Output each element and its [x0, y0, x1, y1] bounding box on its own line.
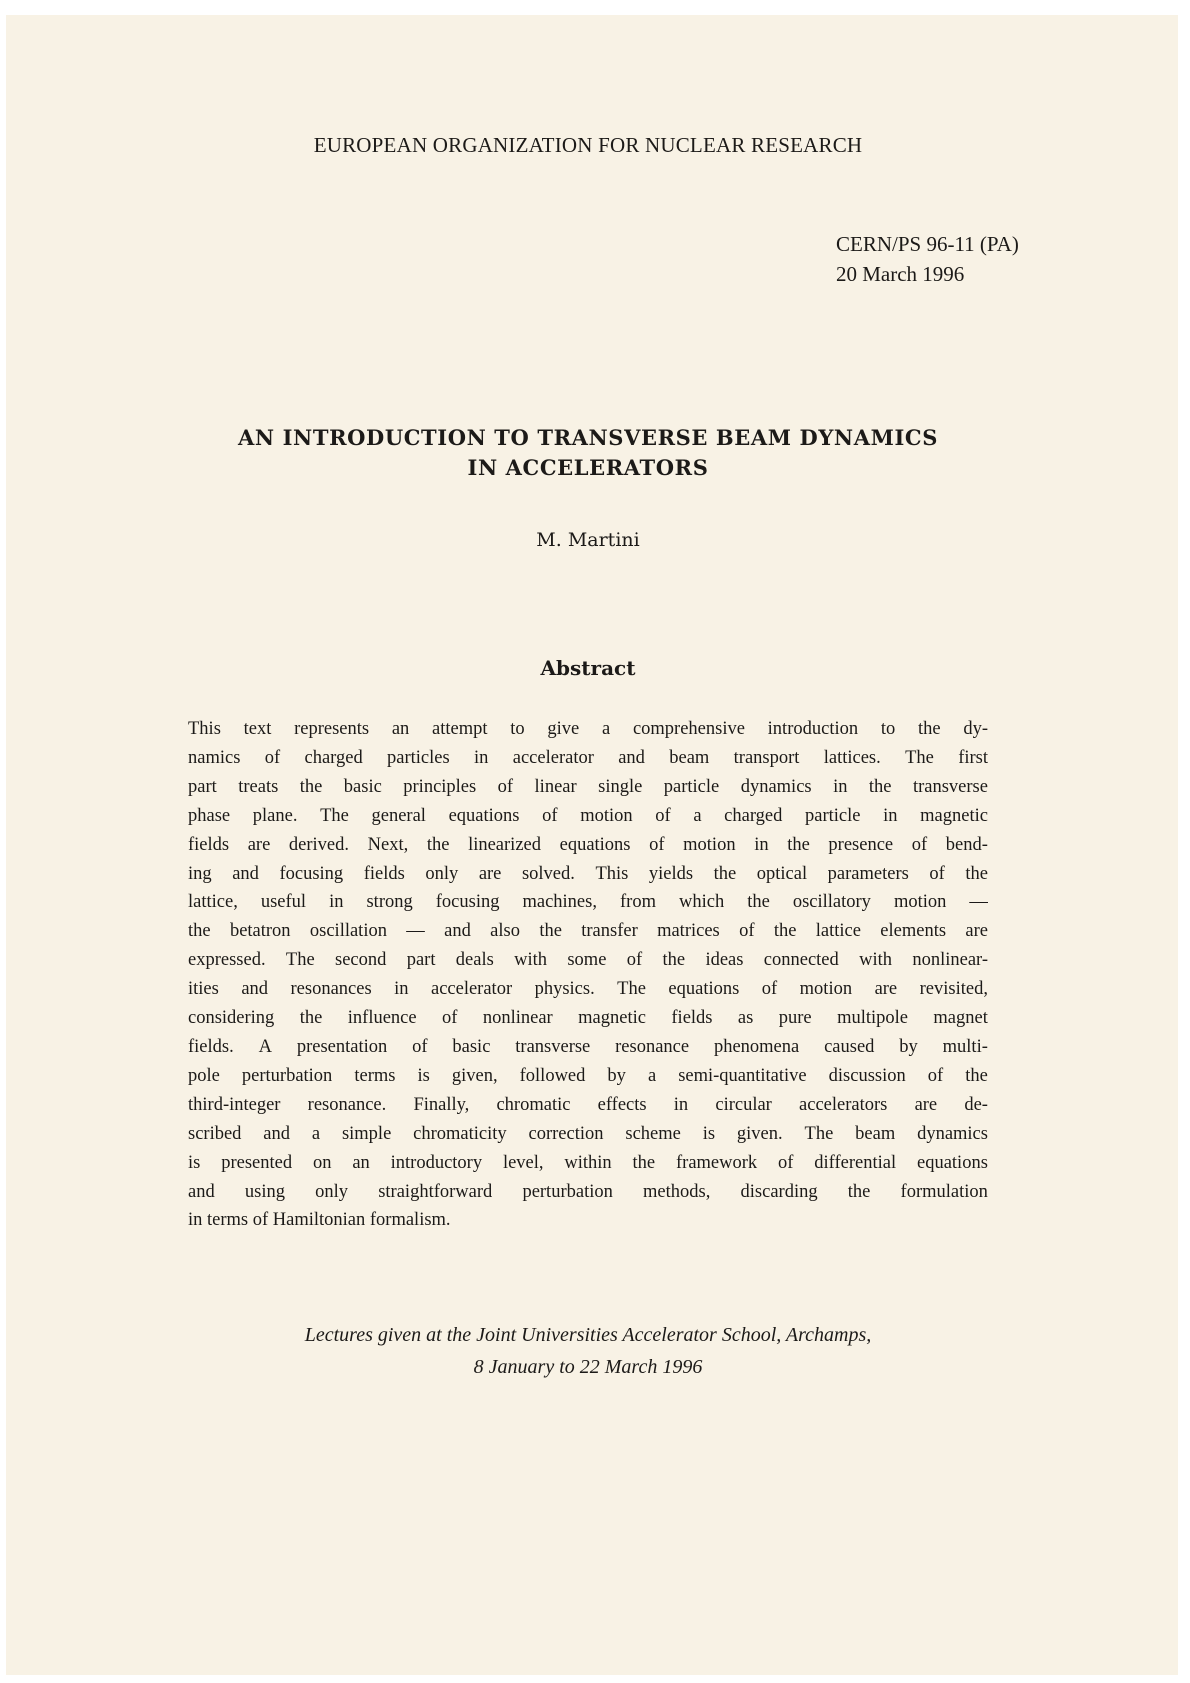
word: the: [632, 1152, 656, 1173]
word: the: [188, 921, 211, 942]
word: dy-: [963, 719, 988, 739]
word: machines,: [522, 892, 597, 913]
word: of: [442, 1008, 458, 1029]
word: principles: [403, 776, 477, 797]
word: semi-quantitative: [678, 1065, 807, 1086]
word: nonlinear-: [912, 950, 988, 971]
word: pole: [188, 1065, 220, 1086]
word: lattices.: [823, 747, 881, 768]
word: the: [965, 863, 988, 884]
word: perturbation: [241, 1065, 333, 1086]
word: betatron: [229, 921, 291, 942]
word: influence: [347, 1008, 417, 1029]
abstract-line: [188, 1178, 988, 1207]
word: phenomena: [713, 1036, 800, 1057]
word: terms: [354, 1065, 396, 1086]
abstract-body: [188, 715, 988, 1235]
word: is: [188, 1152, 201, 1173]
word: the: [847, 1181, 871, 1202]
word: second: [335, 950, 387, 971]
word: dynamics: [917, 1123, 988, 1144]
word: the: [662, 950, 686, 971]
paper-title: [6, 423, 1170, 483]
word: with: [514, 950, 548, 971]
word: Finally,: [413, 1094, 470, 1115]
word: and: [241, 979, 269, 1000]
word: in: [754, 834, 769, 855]
word: particles: [387, 747, 450, 768]
word: connected: [763, 950, 839, 971]
word: given.: [736, 1123, 783, 1144]
word: given,: [451, 1065, 498, 1086]
abstract-line: [188, 917, 988, 946]
word: nonlinear: [482, 1008, 553, 1029]
word: a: [647, 1065, 657, 1086]
word: considering: [188, 1008, 275, 1029]
word: chromatic: [496, 1094, 571, 1115]
word: in: [883, 805, 898, 826]
abstract-line: [188, 946, 988, 975]
word: with: [859, 950, 892, 971]
word: of: [929, 863, 945, 884]
word: beam: [669, 747, 710, 768]
word: attempt: [432, 719, 488, 739]
word: of: [649, 834, 665, 855]
word: This: [595, 863, 629, 884]
word: transverse: [515, 1036, 591, 1057]
word: in: [673, 1094, 689, 1115]
word: of: [761, 979, 778, 1000]
word: are: [874, 979, 898, 1000]
word: represents: [294, 719, 370, 739]
word: discussion: [828, 1065, 906, 1086]
word: the: [787, 834, 810, 855]
word: are: [478, 863, 502, 884]
word: are: [914, 1094, 938, 1115]
word: presentation: [296, 1036, 388, 1057]
word: magnet: [933, 1008, 988, 1029]
word: optical: [756, 863, 808, 884]
word: an: [391, 719, 410, 739]
word: scribed: [188, 1123, 242, 1144]
word: multipole: [837, 1008, 908, 1029]
word: presence: [828, 834, 894, 855]
word: magnetic: [578, 1008, 646, 1029]
abstract-line: [188, 1149, 988, 1178]
word: charged: [724, 805, 783, 826]
word: accelerators: [799, 1094, 888, 1115]
word: and: [188, 1181, 215, 1202]
word: also: [490, 921, 520, 942]
word: useful: [260, 892, 307, 913]
word: to: [510, 719, 525, 739]
abstract-line: [188, 860, 988, 889]
word: scheme: [625, 1123, 681, 1144]
word: focusing: [279, 863, 344, 884]
word: The: [320, 805, 349, 826]
word: fields: [671, 1008, 713, 1029]
word: transverse: [912, 776, 988, 797]
word: equations: [668, 979, 740, 1000]
abstract-line: [188, 802, 988, 831]
word: de-: [964, 1094, 988, 1115]
word: yields: [648, 863, 694, 884]
word: using: [244, 1181, 285, 1202]
word: strong: [366, 892, 413, 913]
abstract-line: [188, 1120, 988, 1149]
abstract-line: [188, 831, 988, 860]
lecture-note-line: 8 January to 22 March 1996: [473, 1356, 703, 1378]
abstract-line: [188, 1033, 988, 1062]
word: The: [285, 950, 315, 971]
word: fields: [188, 834, 230, 855]
word: part: [406, 950, 436, 971]
word: is: [702, 1123, 716, 1144]
word: followed: [519, 1065, 586, 1086]
word: caused: [824, 1036, 875, 1057]
word: multi-: [942, 1036, 988, 1057]
word: lattice,: [188, 892, 238, 913]
word: and: [263, 1123, 291, 1144]
abstract-line: [188, 744, 988, 773]
word: of: [497, 776, 514, 797]
word: the: [917, 719, 941, 739]
word: motion: [799, 979, 853, 1000]
word: of: [626, 950, 643, 971]
word: in: [394, 979, 409, 1000]
word: fields.: [188, 1036, 234, 1057]
word: introduction: [767, 719, 859, 739]
word: matrices: [657, 921, 720, 942]
word: solved.: [521, 863, 575, 884]
word: correction: [528, 1123, 604, 1144]
word: plane.: [252, 805, 298, 826]
word: parameters: [827, 863, 909, 884]
word: resonance.: [307, 1094, 387, 1115]
word: equations: [917, 1152, 988, 1173]
abstract-line: [188, 888, 988, 917]
word: The: [617, 979, 646, 1000]
word: linear: [534, 776, 577, 797]
word: fields: [363, 863, 405, 884]
abstract-line: in terms of Hamiltonian formalism.: [188, 1210, 451, 1231]
word: linearized: [468, 834, 541, 855]
abstract-line: [188, 773, 988, 802]
word: is: [417, 1065, 430, 1086]
word: the: [868, 776, 892, 797]
word: single: [598, 776, 643, 797]
word: ing: [188, 863, 212, 884]
word: straightforward: [378, 1181, 493, 1202]
word: in: [329, 892, 344, 913]
word: on: [312, 1152, 332, 1173]
word: within: [564, 1152, 612, 1173]
word: discarding: [740, 1181, 818, 1202]
word: The: [804, 1123, 834, 1144]
word: physics.: [534, 979, 595, 1000]
word: transport: [733, 747, 800, 768]
word: bend-: [945, 834, 988, 855]
word: and: [444, 921, 471, 942]
abstract-line: [188, 715, 988, 744]
word: perturbation: [522, 1181, 613, 1202]
word: expressed.: [188, 950, 266, 971]
word: magnetic: [920, 805, 988, 826]
word: oscillatory: [792, 892, 871, 913]
word: to: [880, 719, 896, 739]
paper-page: [6, 15, 1178, 1675]
word: derived.: [288, 834, 350, 855]
word: of: [739, 921, 755, 942]
word: —: [969, 892, 988, 913]
word: in: [474, 747, 489, 768]
word: focusing: [435, 892, 500, 913]
word: namics: [188, 747, 241, 768]
word: are: [247, 834, 271, 855]
word: pure: [778, 1008, 812, 1029]
word: deals: [455, 950, 494, 971]
word: the: [299, 1008, 323, 1029]
word: from: [620, 892, 656, 913]
word: the: [299, 776, 323, 797]
word: some: [567, 950, 607, 971]
word: —: [406, 921, 425, 942]
word: the: [773, 921, 797, 942]
report-number: CERN/PS 96-11 (PA): [836, 232, 1019, 256]
word: a: [601, 719, 611, 739]
word: ities: [188, 979, 219, 1000]
word: of: [412, 1036, 428, 1057]
word: framework: [676, 1152, 758, 1173]
word: a: [693, 805, 702, 826]
abstract-line: [188, 975, 988, 1004]
word: transfer: [581, 921, 638, 942]
word: the: [539, 921, 562, 942]
word: in: [833, 776, 848, 797]
word: only: [425, 863, 459, 884]
report-date: 20 March 1996: [836, 262, 965, 286]
word: introductory: [390, 1152, 483, 1173]
title-line: AN INTRODUCTION TO TRANSVERSE BEAM DYNAMICS: [238, 425, 938, 450]
word: of: [542, 805, 558, 826]
word: and: [232, 863, 259, 884]
word: oscillation: [309, 921, 387, 942]
word: methods,: [643, 1181, 711, 1202]
author: M. Martini: [536, 529, 640, 551]
organization-header: EUROPEAN ORGANIZATION FOR NUCLEAR RESEARCH: [313, 133, 863, 157]
word: Next,: [367, 834, 409, 855]
word: the: [713, 863, 737, 884]
word: treats: [238, 776, 279, 797]
word: revisited,: [919, 979, 988, 1000]
word: the: [747, 892, 770, 913]
word: equations: [559, 834, 631, 855]
word: are: [965, 921, 988, 942]
word: dynamics: [740, 776, 812, 797]
word: This: [188, 719, 221, 739]
report-info: [836, 229, 1019, 289]
word: as: [737, 1008, 754, 1029]
word: equations: [448, 805, 520, 826]
word: A: [258, 1036, 272, 1057]
word: motion: [580, 805, 633, 826]
word: formulation: [900, 1181, 988, 1202]
word: effects: [597, 1094, 647, 1115]
word: give: [547, 719, 580, 739]
word: a: [311, 1123, 321, 1144]
title-line: IN ACCELERATORS: [467, 455, 709, 480]
word: lattice: [815, 921, 861, 942]
word: simple: [341, 1123, 392, 1144]
abstract-heading: Abstract: [540, 656, 636, 680]
word: of: [264, 747, 281, 768]
word: ideas: [705, 950, 744, 971]
abstract-line: [188, 1004, 988, 1033]
word: the: [426, 834, 450, 855]
word: basic: [343, 776, 382, 797]
word: comprehensive: [632, 719, 745, 739]
word: third-integer: [188, 1094, 281, 1115]
word: and: [618, 747, 645, 768]
word: elements: [880, 921, 947, 942]
word: particle: [805, 805, 861, 826]
abstract-line: [188, 1062, 988, 1091]
word: resonances: [290, 979, 372, 1000]
word: motion: [893, 892, 947, 913]
word: charged: [304, 747, 363, 768]
word: general: [371, 805, 426, 826]
word: phase: [188, 805, 231, 826]
word: the: [965, 1065, 988, 1086]
lecture-note: [6, 1319, 1170, 1383]
word: of: [927, 1065, 944, 1086]
word: accelerator: [512, 747, 594, 768]
word: particle: [663, 776, 720, 797]
word: circular: [715, 1094, 772, 1115]
word: an: [352, 1152, 370, 1173]
word: which: [678, 892, 725, 913]
word: of: [655, 805, 671, 826]
word: beam: [855, 1123, 896, 1144]
abstract-line: [188, 1091, 988, 1120]
word: first: [958, 747, 988, 768]
word: of: [911, 834, 928, 855]
word: chromaticity: [413, 1123, 507, 1144]
word: basic: [452, 1036, 491, 1057]
word: motion: [683, 834, 736, 855]
word: by: [607, 1065, 626, 1086]
word: only: [315, 1181, 349, 1202]
word: by: [899, 1036, 918, 1057]
word: part: [188, 776, 217, 797]
word: resonance: [615, 1036, 690, 1057]
word: of: [778, 1152, 794, 1173]
lecture-note-line: Lectures given at the Joint Universities Accelerator School, Archamps,: [304, 1324, 872, 1346]
word: differential: [814, 1152, 897, 1173]
word: accelerator: [430, 979, 513, 1000]
word: text: [243, 719, 272, 739]
word: presented: [221, 1152, 293, 1173]
word: level,: [502, 1152, 544, 1173]
word: The: [905, 747, 934, 768]
